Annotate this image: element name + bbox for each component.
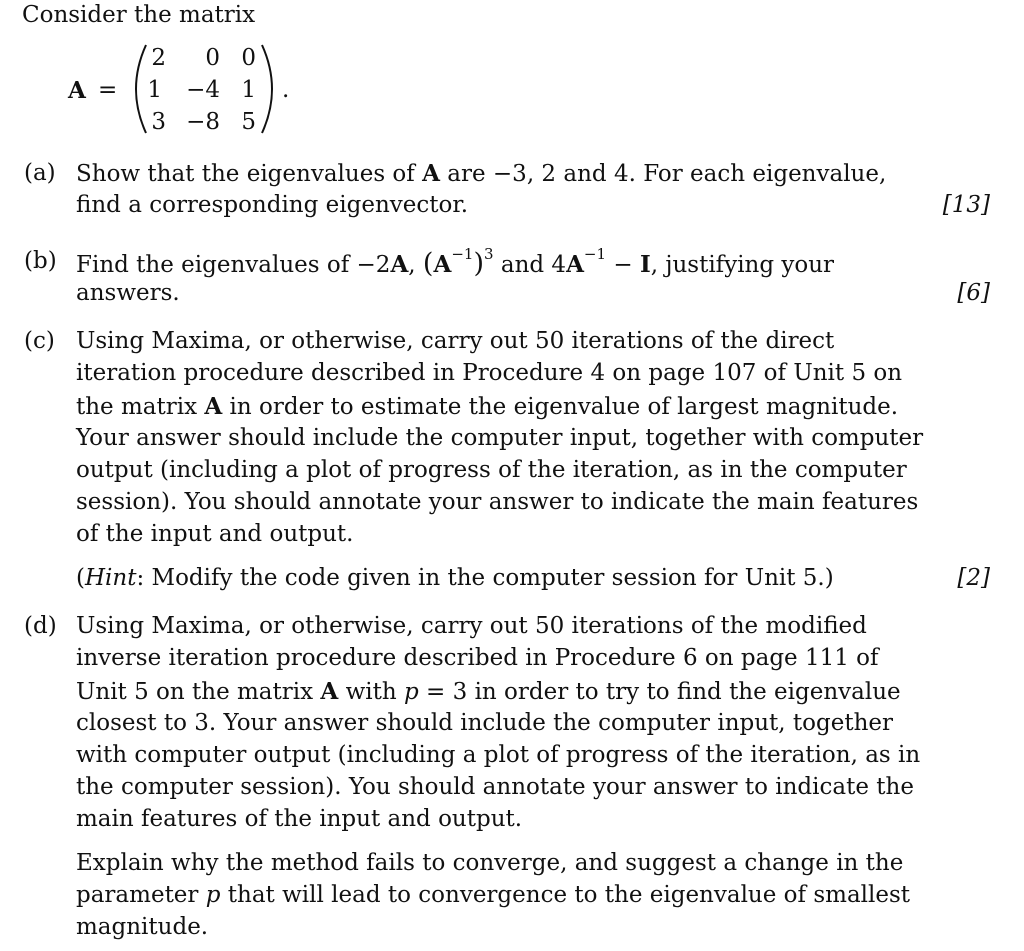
part-a-line-1: Show that the eigenvalues of A are −3, 2 and 4. For each eigenvalue, [76,160,887,187]
part-c-line: of the input and output. [76,521,354,547]
part-c-line: the matrix A in order to estimate the eigenvalue of largest magnitude. [76,393,899,420]
part-a-line-2: find a corresponding eigenvector. [76,192,469,218]
part-a-marks: [13] [942,192,990,218]
part-b-line-2: answers. [76,280,180,306]
part-d-line: main features of the input and output. [76,806,523,832]
matrix-cell: 5 [241,109,256,135]
matrix-cell: 0 [205,45,220,71]
part-d-line-2: parameter p that will lead to convergence to the eigenvalue of smallest [76,882,911,908]
part-c-line: output (including a plot of progress of the iteration, as in the computer [76,457,907,483]
matrix-cell: 3 [151,109,166,135]
part-b-marks: [6] [957,280,990,306]
part-c-hint: (Hint: Modify the code given in the computer session for Unit 5.) [76,565,834,591]
part-c-line: Using Maxima, or otherwise, carry out 50 iterations of the direct [76,328,835,354]
matrix-equals: = [98,77,118,103]
matrix-cell: 0 [241,45,256,71]
part-d-line: Using Maxima, or otherwise, carry out 50 iterations of the modified [76,613,867,639]
matrix-cell: 2 [151,45,166,71]
part-b-line-1: Find the eigenvalues of −2A, $(A^{-1})^3$ and $4A^{-1} - I$, justifying your [76,245,835,279]
part-c-line: Your answer should include the computer input, together with computer [76,425,924,451]
part-c-label: (c) [24,328,55,354]
part-a-label: (a) [24,160,56,186]
matrix-cell: −4 [186,77,220,103]
part-d-line: Unit 5 on the matrix A with p = 3 in order to try to find the eigenvalue [76,678,901,705]
part-d-line: inverse iteration procedure described in Procedure 6 on page 111 of [76,645,879,671]
part-d-line: the computer session). You should annotate your answer to indicate the [76,774,914,800]
part-d-line-2: Explain why the method fails to converge, and suggest a change in the [76,850,904,876]
matrix-period: . [282,77,290,103]
part-c-marks: [2] [957,565,990,591]
matrix-cell: −8 [186,109,220,135]
matrix-cell: 1 [147,77,162,103]
matrix-name: A [68,77,86,104]
part-d-line: closest to 3. Your answer should include the computer input, together [76,710,893,736]
part-d-line: with computer output (including a plot of progress of the iteration, as in [76,742,921,768]
part-b-label: (b) [24,248,57,274]
matrix-cell: 1 [241,77,256,103]
part-c-line: session). You should annotate your answer to indicate the main features [76,489,919,515]
intro-text: Consider the matrix [22,2,256,28]
part-c-line: iteration procedure described in Procedure 4 on page 107 of Unit 5 on [76,360,903,386]
part-d-line-2: magnitude. [76,914,209,940]
part-d-label: (d) [24,613,57,639]
